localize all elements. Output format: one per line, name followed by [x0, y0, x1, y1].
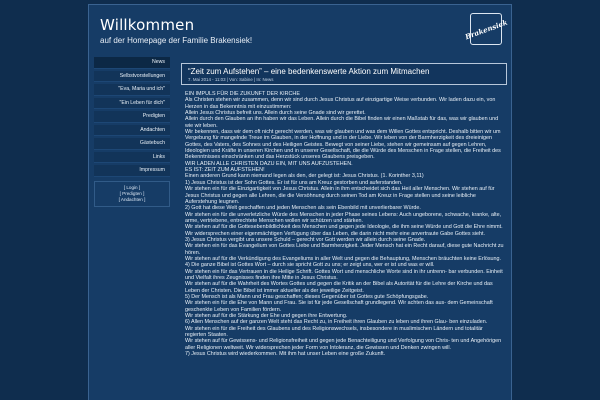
- post-paragraph: 1) Jesus Christus ist der Sohn Gottes. Er ist für uns am Kreuz gestorben und auferstanden.: [185, 179, 403, 186]
- site-subtitle: auf der Homepage der Familie Brakensiek!: [100, 36, 253, 45]
- post-title[interactable]: “Zeit zum Aufstehen” – eine bedenkenswerte Aktion zum Mitmachen: [188, 67, 430, 76]
- sidebar-item-links[interactable]: Links: [94, 152, 170, 164]
- site-title: Willkommen: [100, 16, 195, 34]
- post-paragraph: 4) Die ganze Bibel ist Gottes Wort – durch sie spricht Gott zu uns; er zeigt uns, wer er ist und was er will.: [185, 262, 435, 269]
- post-meta: 7. Mai 2014 - 11:03 | Von: Sabine | In: News: [188, 77, 274, 82]
- post-paragraph: Allein Jesus Christus befreit uns. Allein durch seine Gnade sind wir gerettet.: [185, 110, 366, 117]
- post-paragraph: Wir stehen ein für die Einzigartigkeit von Jesus Christus. Allein in ihm entscheidet sich das Heil aller Menschen. Wir stehen auf für Jesus Christus und gegen alle Lehren, die die Versöhnung durch seinen Tod am Kreuz in Frage stellen und seine leibliche Auferstehung leugnen.: [185, 186, 495, 205]
- post-paragraph: Wir stehen ein für die Freiheit des Glaubens und des Religionswechsels, insbesondere in muslimischen Ländern und totalitär regierten Staaten.: [185, 325, 483, 339]
- sidebar-item-gaestebuch[interactable]: Gästebuch: [94, 138, 170, 150]
- post-paragraph: Wir stehen ein für die unverletzliche Würde des Menschen in jeder Phase seines Lebens: Auch ungeborene, schwache, kranke, alte, arme, vertriebene, entrechtete Menschen wollen wir schützen und stärken.: [185, 211, 502, 224]
- sidebar-item-impressum[interactable]: Impressum: [94, 165, 170, 177]
- post-paragraph: WIR LADEN ALLE CHRISTEN DAZU EIN, MIT UNS AUFZUSTEHEN.: [185, 160, 353, 167]
- post-paragraph: Wir stehen auf für die Verkündigung des Evangeliums in aller Welt und gegen die Behauptung, Menschen bräuchten keine Erlösung.: [185, 255, 502, 262]
- post-paragraph: 3) Jesus Christus vergibt uns unsere Schuld – gerecht vor Gott werden wir allein durch seine Gnade.: [185, 236, 426, 243]
- post-paragraph: Allein durch den Glauben an ihn haben wir das Leben. Allein durch die Bibel finden wir einen Maßstab für das, was wir glauben und wie wir leben.: [185, 116, 499, 129]
- post-paragraph: Wir stehen auf für Gewissens- und Religionsfreiheit und gegen jede Benachteiligung und Verfolgung von Chris- ten und Angehörigen aller Religionen weltweit. Wir widersprechen jeder Form von Intoleranz, die Gewissen und Denken zwingen will.: [185, 338, 502, 351]
- sidebar-item-selbstvorstellungen[interactable]: Selbstvorstellungen: [94, 71, 170, 83]
- andachten-link[interactable]: [ Andachten ]: [118, 196, 146, 202]
- brand-logo-text: Brakensiek: [463, 17, 509, 41]
- sidebar-item-eva-maria[interactable]: "Eva, Maria und ich": [94, 84, 170, 96]
- post-paragraph: Einen anderen Grund kann niemand legen als den, der gelegt ist: Jesus Christus. (1. Korinther 3,11): [185, 173, 424, 180]
- sidebar-item-predigten[interactable]: Predigten: [94, 111, 170, 123]
- post-paragraph: 7) Jesus Christus wird wiederkommen. Mit ihm hat unser Leben eine große Zukunft.: [185, 351, 386, 358]
- post-paragraph: EIN IMPULS FÜR DIE ZUKUNFT DER KIRCHE: [185, 91, 300, 97]
- post-paragraph: Als Christen stehen wir zusammen, denn wir sind durch Jesus Christus auf einzigartige Weise verbunden. Wir laden dazu ein, von Herzen in das Bekenntnis mit einzustimmen:: [185, 97, 496, 110]
- post-body: [181, 88, 507, 391]
- sidebar: [94, 57, 170, 207]
- post-paragraph: Wir stehen auf für die Stärkung der Ehe und gegen ihre Entwertung.: [185, 313, 348, 320]
- post-paragraph: 2) Gott hat diese Welt geschaffen und jeden Menschen als sein Ebenbild mit unverlierbarer Würde.: [185, 205, 421, 212]
- site-header: [89, 5, 511, 55]
- post-paragraph: Wir stehen ein für die Ehe von Mann und Frau. Sie ist für jede Gesellschaft grundlegend. Wir achten das aus- dem Gemeinschaft geschenkte Leben von Familien fördern.: [185, 300, 493, 313]
- page-container: [88, 4, 512, 400]
- sidebar-item-ein-leben[interactable]: "Ein Leben für dich": [94, 98, 170, 110]
- main-content: [181, 63, 507, 391]
- post-paragraph: 5) Der Mensch ist als Mann und Frau geschaffen; dieses Gegenüber ist Gottes gute Schöpfungsgabe.: [185, 294, 429, 300]
- sidebar-item-andachten[interactable]: Andachten: [94, 125, 170, 137]
- post-paragraph: Wir stehen ein für das Vertrauen in die Heilige Schrift. Gottes Wort und menschliche Worte sind in ihr untrenn- bar verbunden. Einheit und Vielfalt ihres Zeugnisses finden ihre Mitte in Jesus Christus.: [185, 268, 503, 281]
- login-box: [94, 181, 170, 207]
- sidebar-item-news[interactable]: News: [94, 57, 170, 69]
- post-paragraph: Wir stehen ein für das Evangelium von Gottes Liebe und Barmherzigkeit. Jeder Mensch hat ein Recht darauf, diese gute Nachricht zu hören.: [185, 243, 504, 256]
- post-paragraph: Wir bekennen, dass wir dem oft nicht gerecht werden, was wir glauben und was dem Willen Gottes entspricht. Deshalb bitten wir um Vergebung für mangelnde Treue im Glauben, in der Hoffnung und in der Liebe. Wir leben von der Barmherzigkeit des dreieinigen Gottes, des Vaters, des Sohnes und des Heiligen Geistes. Bewegt von seiner Liebe, stehen wir gemeinsam auf gegen Lehren, Ideologien und Kräfte in unseren Kirchen und in unserer Gesellschaft, die die Würde des Menschen in Frage stellen, die Freiheit des Bekenntnisses einschränken und das Herzstück unseres Glaubens preisgeben.: [185, 129, 501, 161]
- sidebar-nav: [94, 57, 170, 177]
- post-paragraph: 6) Allen Menschen auf der ganzen Welt steht das Recht zu, in Freiheit ihren Glauben zu leben und ihren Glau- ben einzuladen.: [185, 319, 488, 326]
- predigten-link[interactable]: [ Predigten ]: [119, 190, 145, 196]
- brand-logo[interactable]: [463, 13, 509, 45]
- post-paragraph: Wir stehen auf für die Gottesebenbildlichkeit des Menschen und gegen jede Ideologie, die ihm seine Würde und Gott die Ehre nimmt. Wir widersprechen einer eigenmächtigen Verfügung über das Leben, die darin nicht mehr eine anvertraute Gabe Gottes sieht.: [185, 224, 503, 237]
- post-paragraph: ES IST: ZEIT ZUM AUFSTEHEN!: [185, 167, 265, 174]
- login-link[interactable]: [ Login ]: [123, 184, 141, 190]
- post-paragraph: Wir stehen auf für die Wahrheit des Wortes Gottes und gegen die Kritik an der Bibel als Autorität für die Lehre der Kirche und das Leben der Christen. Die Bibel ist immer aktueller als der jeweilige Zeitgeist.: [185, 281, 493, 294]
- post-header: [181, 63, 507, 85]
